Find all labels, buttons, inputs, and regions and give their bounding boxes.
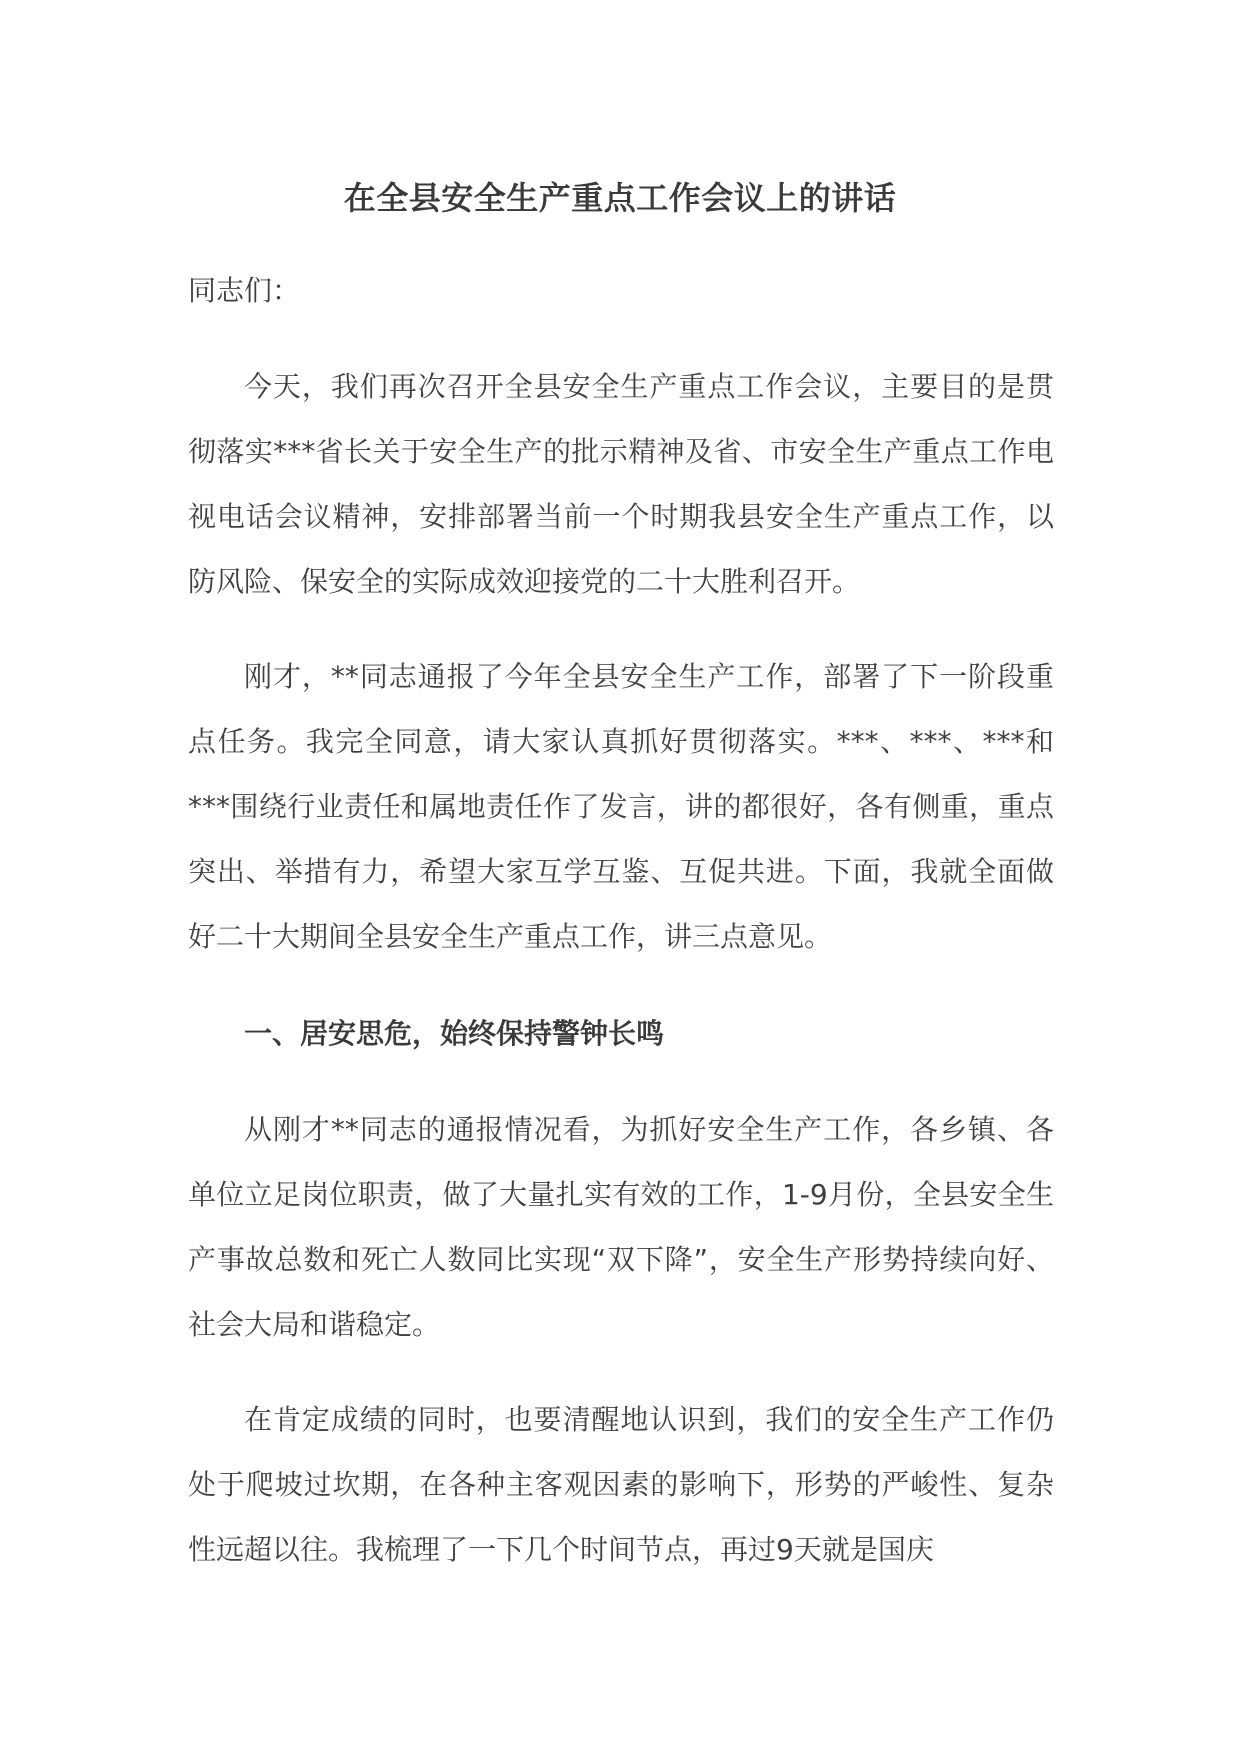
paragraph-agenda: 刚才，**同志通报了今年全县安全生产工作，部署了下一阶段重点任务。我完全同意，请大家认真抓好贯彻落实。***、***、***和***围绕行业责任和属地责任作了发言，讲的都很好，各有侧重，重点突出、举措有力，希望大家互学互鉴、互促共进。下面，我就全面做好二十大期间全县安全生产重点工作，讲三点意见。 <box>188 660 1054 953</box>
paragraph-opening: 今天，我们再次召开全县安全生产重点工作会议，主要目的是贯彻落实***省长关于安全生产的批示精神及省、市安全生产重点工作电视电话会议精神，安排部署当前一个时期我县安全生产重点工作，以防风险、保安全的实际成效迎接党的二十大胜利召开。 <box>188 370 1054 598</box>
section-heading: 一、居安思危，始终保持警钟长鸣 <box>244 1017 665 1050</box>
salutation: 同志们： <box>188 274 301 307</box>
paragraph-challenges: 在肯定成绩的同时，也要清醒地认识到，我们的安全生产工作仍处于爬坡过坎期，在各种主客观因素的影响下，形势的严峻性、复杂性远超以往。我梳理了一下几个时间节点，再过9天就是国庆 <box>188 1403 1054 1566</box>
document-title: 在全县安全生产重点工作会议上的讲话 <box>343 179 897 217</box>
paragraph-achievements: 从刚才**同志的通报情况看，为抓好安全生产工作，各乡镇、各单位立足岗位职责，做了大量扎实有效的工作，1-9月份，全县安全生产事故总数和死亡人数同比实现“双下降”，安全生产形势持续向好、社会大局和谐稳定。 <box>188 1113 1054 1341</box>
